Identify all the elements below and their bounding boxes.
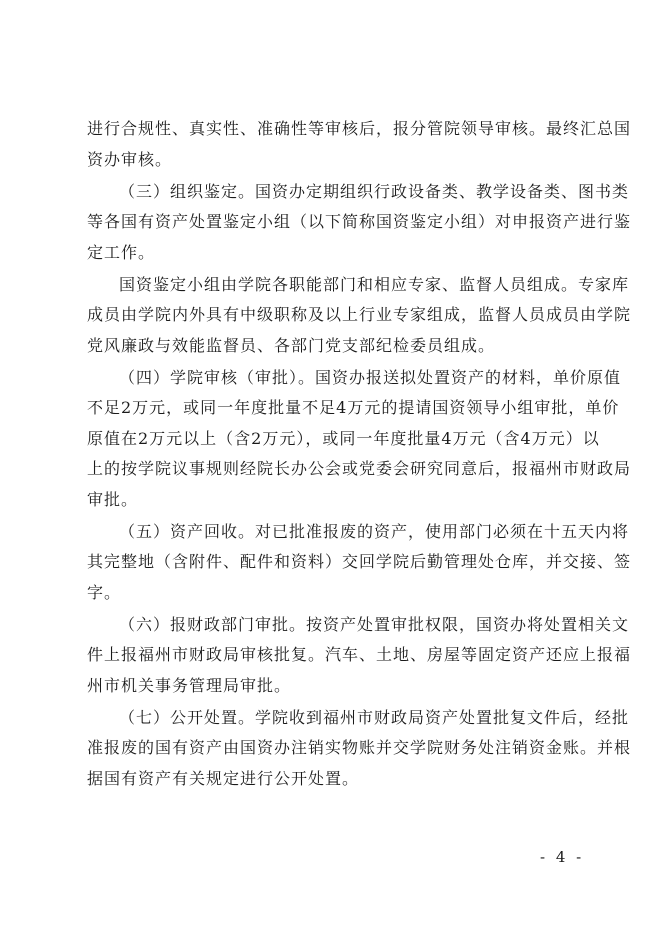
text-line: 党风廉政与效能监督员、各部门党支部纪检委员组成。: [87, 335, 496, 355]
paragraph: [87, 517, 632, 609]
paragraph: [87, 703, 632, 795]
text-line: （三）组织鉴定。国资办定期组织行政设备类、教学设备类、图书类: [119, 181, 630, 201]
text-line: 上的按学院议事规则经院长办公会或党委会研究同意后，报福州市财政局: [87, 459, 632, 478]
text-line: 其完整地（含附件、配件和资料）交回学院后勤管理处仓库，并交接、签: [87, 552, 632, 571]
text-line: 定工作。: [87, 242, 156, 262]
paragraph: [87, 177, 632, 269]
text-line: 原值在2万元以上（含2万元），或同一年度批量4万元（含4万元）以: [87, 428, 600, 448]
paragraph: [87, 114, 632, 175]
text-line: 准报废的国有资产由国资办注销实物账并交学院财务处注销资金账。并根: [87, 738, 632, 757]
text-line: （六）报财政部门审批。按资产处置审批权限，国资办将处置相关文: [119, 614, 630, 634]
text-line: 据国有资产有关规定进行公开处置。: [87, 768, 360, 788]
paragraph: [87, 363, 632, 516]
paragraph: [87, 610, 632, 702]
text-line: 等各国有资产处置鉴定小组（以下简称国资鉴定小组）对申报资产进行鉴: [87, 212, 632, 231]
page-number: - 4 -: [540, 848, 585, 866]
document-body: [87, 114, 632, 796]
text-line: 州市机关事务管理局审批。: [87, 675, 292, 695]
paragraph: [87, 270, 632, 362]
text-line: 审批。: [87, 489, 139, 509]
text-line: 资办审核。: [87, 149, 173, 169]
text-line: 成员由学院内外具有中级职称及以上行业专家组成，监督人员成员由学院: [87, 305, 632, 324]
text-line: 不足2万元，或同一年度批量不足4万元的提请国资领导小组审批，单价: [87, 398, 620, 417]
text-line: （七）公开处置。学院收到福州市财政局资产处置批复文件后，经批: [119, 707, 630, 727]
text-line: 件上报福州市财政局审核批复。汽车、土地、房屋等固定资产还应上报福: [87, 645, 632, 664]
text-line: 字。: [87, 582, 122, 602]
text-line: 国资鉴定小组由学院各职能部门和相应专家、监督人员组成。专家库: [119, 274, 630, 294]
text-line: （五）资产回收。对已批准报废的资产，使用部门必须在十五天内将: [119, 521, 630, 541]
text-line: 进行合规性、真实性、准确性等审核后，报分管院领导审核。最终汇总国: [87, 119, 632, 138]
text-line: （四）学院审核（审批）。国资办报送拟处置资产的材料，单价原值: [119, 367, 622, 387]
